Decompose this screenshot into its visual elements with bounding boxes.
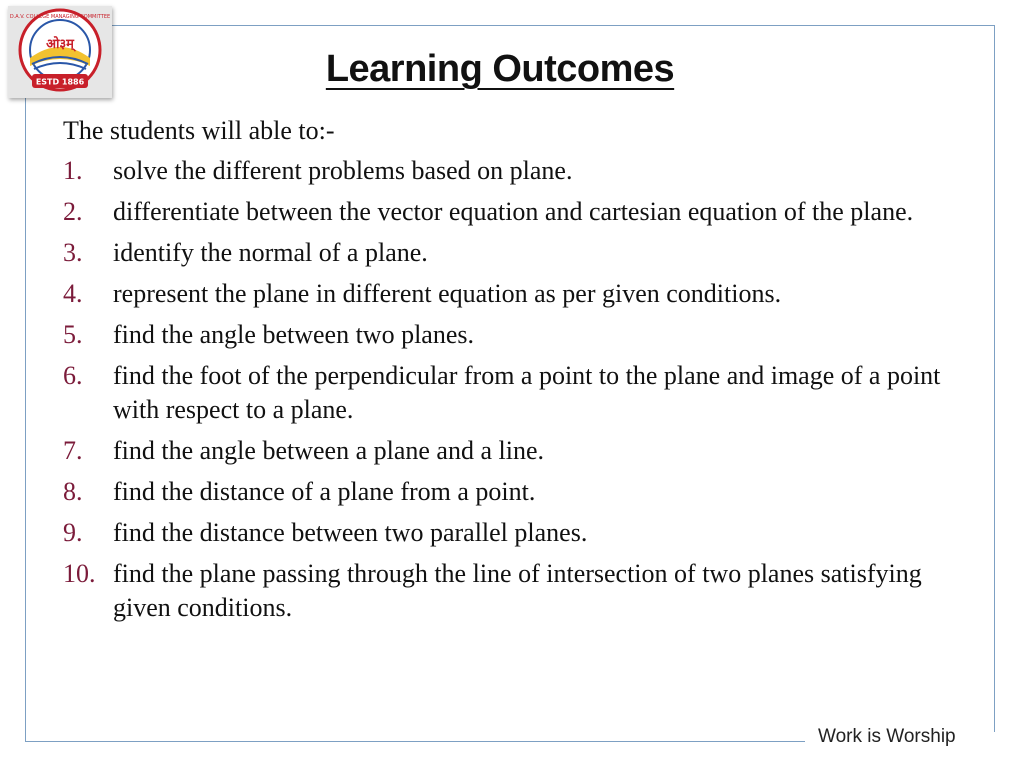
list-item <box>63 434 973 468</box>
item-text: differentiate between the vector equation and cartesian equation of the plane. <box>113 197 914 226</box>
item-number: 2. <box>63 197 83 226</box>
item-text: find the angle between a plane and a line. <box>113 436 544 465</box>
item-text: find the angle between two planes. <box>113 320 474 349</box>
list-item <box>63 154 973 188</box>
item-number: 1. <box>63 156 83 185</box>
item-number: 7. <box>63 436 83 465</box>
logo-established: ESTD 1886 <box>35 77 85 87</box>
list-item <box>63 236 973 270</box>
page-title <box>0 48 1000 91</box>
item-number: 9. <box>63 518 83 547</box>
item-number: 8. <box>63 477 83 506</box>
item-number: 5. <box>63 320 83 349</box>
content-area <box>63 114 973 632</box>
item-number: 4. <box>63 279 83 308</box>
item-text: find the distance of a plane from a point. <box>113 477 536 506</box>
item-text: solve the different problems based on plane. <box>113 156 573 185</box>
item-number: 10. <box>63 559 96 588</box>
logo-top-text: D.A.V. COLLEGE MANAGING COMMITTEE <box>9 14 111 20</box>
item-text: find the plane passing through the line of intersection of two planes satisfying given conditions. <box>113 559 922 622</box>
item-text: represent the plane in different equation as per given conditions. <box>113 279 782 308</box>
item-number: 3. <box>63 238 83 267</box>
item-text: find the distance between two parallel planes. <box>113 518 588 547</box>
list-item <box>63 359 973 427</box>
list-item <box>63 475 973 509</box>
list-item <box>63 195 973 229</box>
logo-center-text: ओ३म् <box>46 37 74 52</box>
item-text: find the foot of the perpendicular from a point to the plane and image of a point with respect to a plane. <box>113 361 941 424</box>
list-item <box>63 318 973 352</box>
footer-motto: Work is Worship <box>818 726 956 747</box>
list-item <box>63 557 973 625</box>
intro-text: The students will able to:- <box>63 116 335 145</box>
list-item <box>63 277 973 311</box>
title-text: Learning Outcomes <box>325 48 675 90</box>
item-number: 6. <box>63 361 83 390</box>
item-text: identify the normal of a plane. <box>113 238 428 267</box>
outcomes-list <box>63 154 973 625</box>
list-item <box>63 516 973 550</box>
